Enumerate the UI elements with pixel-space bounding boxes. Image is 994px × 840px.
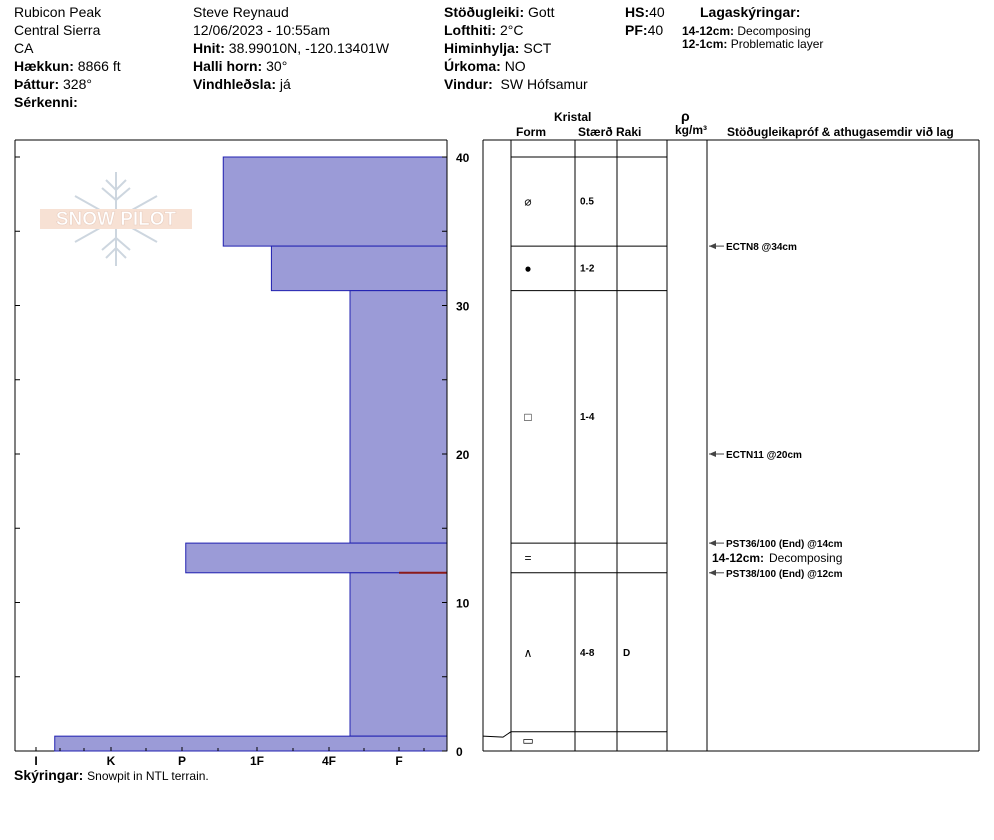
- layer-note-text: Decomposing: [737, 24, 811, 38]
- snowpilot-logo: [40, 172, 192, 266]
- notes-label: Skýringar:: [14, 767, 84, 783]
- test-arrow-head: [709, 451, 716, 457]
- pf-label: PF:: [625, 22, 648, 38]
- state: CA: [14, 40, 34, 56]
- hardness-bar: [186, 543, 447, 573]
- test-arrow-head: [709, 540, 716, 546]
- tests-header: Stöðugleikapróf & athugasemdir við lag: [727, 125, 954, 139]
- crystal-form-symbol: □: [524, 409, 532, 424]
- hardness-bar: [350, 291, 447, 543]
- slope-label: Halli horn:: [193, 58, 263, 74]
- table-connector-line: [483, 732, 511, 737]
- layer-note-range: 14-12cm:: [682, 24, 735, 38]
- hs-label: HS:: [625, 4, 650, 20]
- crystal-header: Kristal: [554, 110, 592, 124]
- hardness-tick-label: K: [106, 754, 116, 768]
- pf-value: 40: [647, 22, 664, 38]
- aspect-value: 328°: [63, 76, 92, 92]
- moisture-header: Raki: [616, 125, 642, 139]
- hardness-bar: [223, 157, 447, 246]
- wind-loading-label: Vindhleðsla:: [193, 76, 276, 92]
- test-arrow-head: [709, 243, 716, 249]
- depth-tick-label: 0: [456, 745, 463, 759]
- test-arrow-head: [709, 570, 716, 576]
- stability-test-label: ECTN11 @20cm: [726, 450, 802, 461]
- logo-text: SNOW PILOT: [55, 209, 177, 230]
- coords-label: Hnit:: [193, 40, 225, 56]
- observer: Steve Reynaud: [193, 4, 289, 20]
- crystal-form-symbol: ●: [524, 261, 532, 276]
- size-header: Stærð: [578, 125, 613, 139]
- rho-header: ρ: [681, 108, 690, 124]
- hs-value: 40: [649, 4, 665, 20]
- sky-label: Himinhylja:: [444, 40, 520, 56]
- layer-note-range: 12-1cm:: [682, 37, 728, 51]
- wind-label: Vindur:: [444, 76, 493, 92]
- layer-comment-range: 14-12cm:: [712, 550, 765, 565]
- features-label: Sérkenni:: [14, 94, 78, 110]
- depth-tick-label: 40: [456, 151, 470, 165]
- depth-tick-label: 10: [456, 596, 470, 611]
- crystal-size: 1-2: [580, 263, 595, 275]
- layer-comment-text: Decomposing: [769, 550, 843, 565]
- hardness-bar: [55, 736, 447, 751]
- crystal-size: 0.5: [580, 196, 594, 208]
- crystal-size: 4-8: [580, 647, 595, 659]
- wind-value: SW Hófsamur: [500, 76, 588, 92]
- location: Rubicon Peak: [14, 4, 102, 20]
- stability-test-label: ECTN8 @34cm: [726, 242, 797, 254]
- hardness-tick-label: F: [395, 754, 403, 768]
- crystal-form-symbol: ▭: [522, 733, 534, 748]
- coords-value: 38.99010N, -120.13401W: [228, 40, 390, 56]
- air-temp-value: 2°C: [499, 22, 524, 38]
- aspect-label: Þáttur:: [14, 76, 60, 92]
- precip-label: Úrkoma:: [444, 58, 501, 74]
- hardness-tick-label: 1F: [249, 754, 265, 768]
- stability-value: Gott: [528, 4, 555, 20]
- range: Central Sierra: [14, 22, 101, 38]
- wind-loading-value: já: [279, 76, 291, 92]
- stability-test-label: PST36/100 (End) @14cm: [726, 539, 843, 551]
- elevation-value: 8866 ft: [77, 58, 121, 74]
- stability-test-label: PST38/100 (End) @12cm: [726, 568, 843, 580]
- crystal-size: 1-4: [580, 411, 595, 423]
- crystal-form-symbol: ⌀: [524, 194, 532, 209]
- hardness-bar: [271, 246, 447, 291]
- crystal-form-symbol: =: [524, 550, 532, 565]
- layer-notes-title: Lagaskýringar:: [700, 4, 801, 20]
- depth-tick-label: 30: [456, 299, 470, 314]
- layer-note-text: Problematic layer: [730, 37, 824, 51]
- slope-value: 30°: [266, 58, 288, 74]
- precip-value: NO: [504, 58, 526, 74]
- form-header: Form: [516, 125, 546, 139]
- hardness-bar: [350, 573, 447, 736]
- crystal-moisture: D: [623, 647, 631, 659]
- depth-tick-label: 20: [456, 448, 470, 462]
- notes-value: Snowpit in NTL terrain.: [87, 769, 209, 783]
- hardness-tick-label: 4F: [321, 754, 337, 768]
- datetime: 12/06/2023 - 10:55am: [193, 22, 330, 38]
- elevation-label: Hækkun:: [14, 58, 74, 74]
- hardness-tick-label: I: [34, 754, 38, 768]
- hardness-tick-label: P: [177, 754, 187, 768]
- sky-value: SCT: [523, 40, 552, 56]
- stability-label: Stöðugleiki:: [444, 4, 525, 20]
- crystal-form-symbol: ∧: [523, 645, 533, 660]
- air-temp-label: Lofthiti:: [444, 22, 497, 38]
- density-unit-header: kg/m³: [675, 123, 708, 137]
